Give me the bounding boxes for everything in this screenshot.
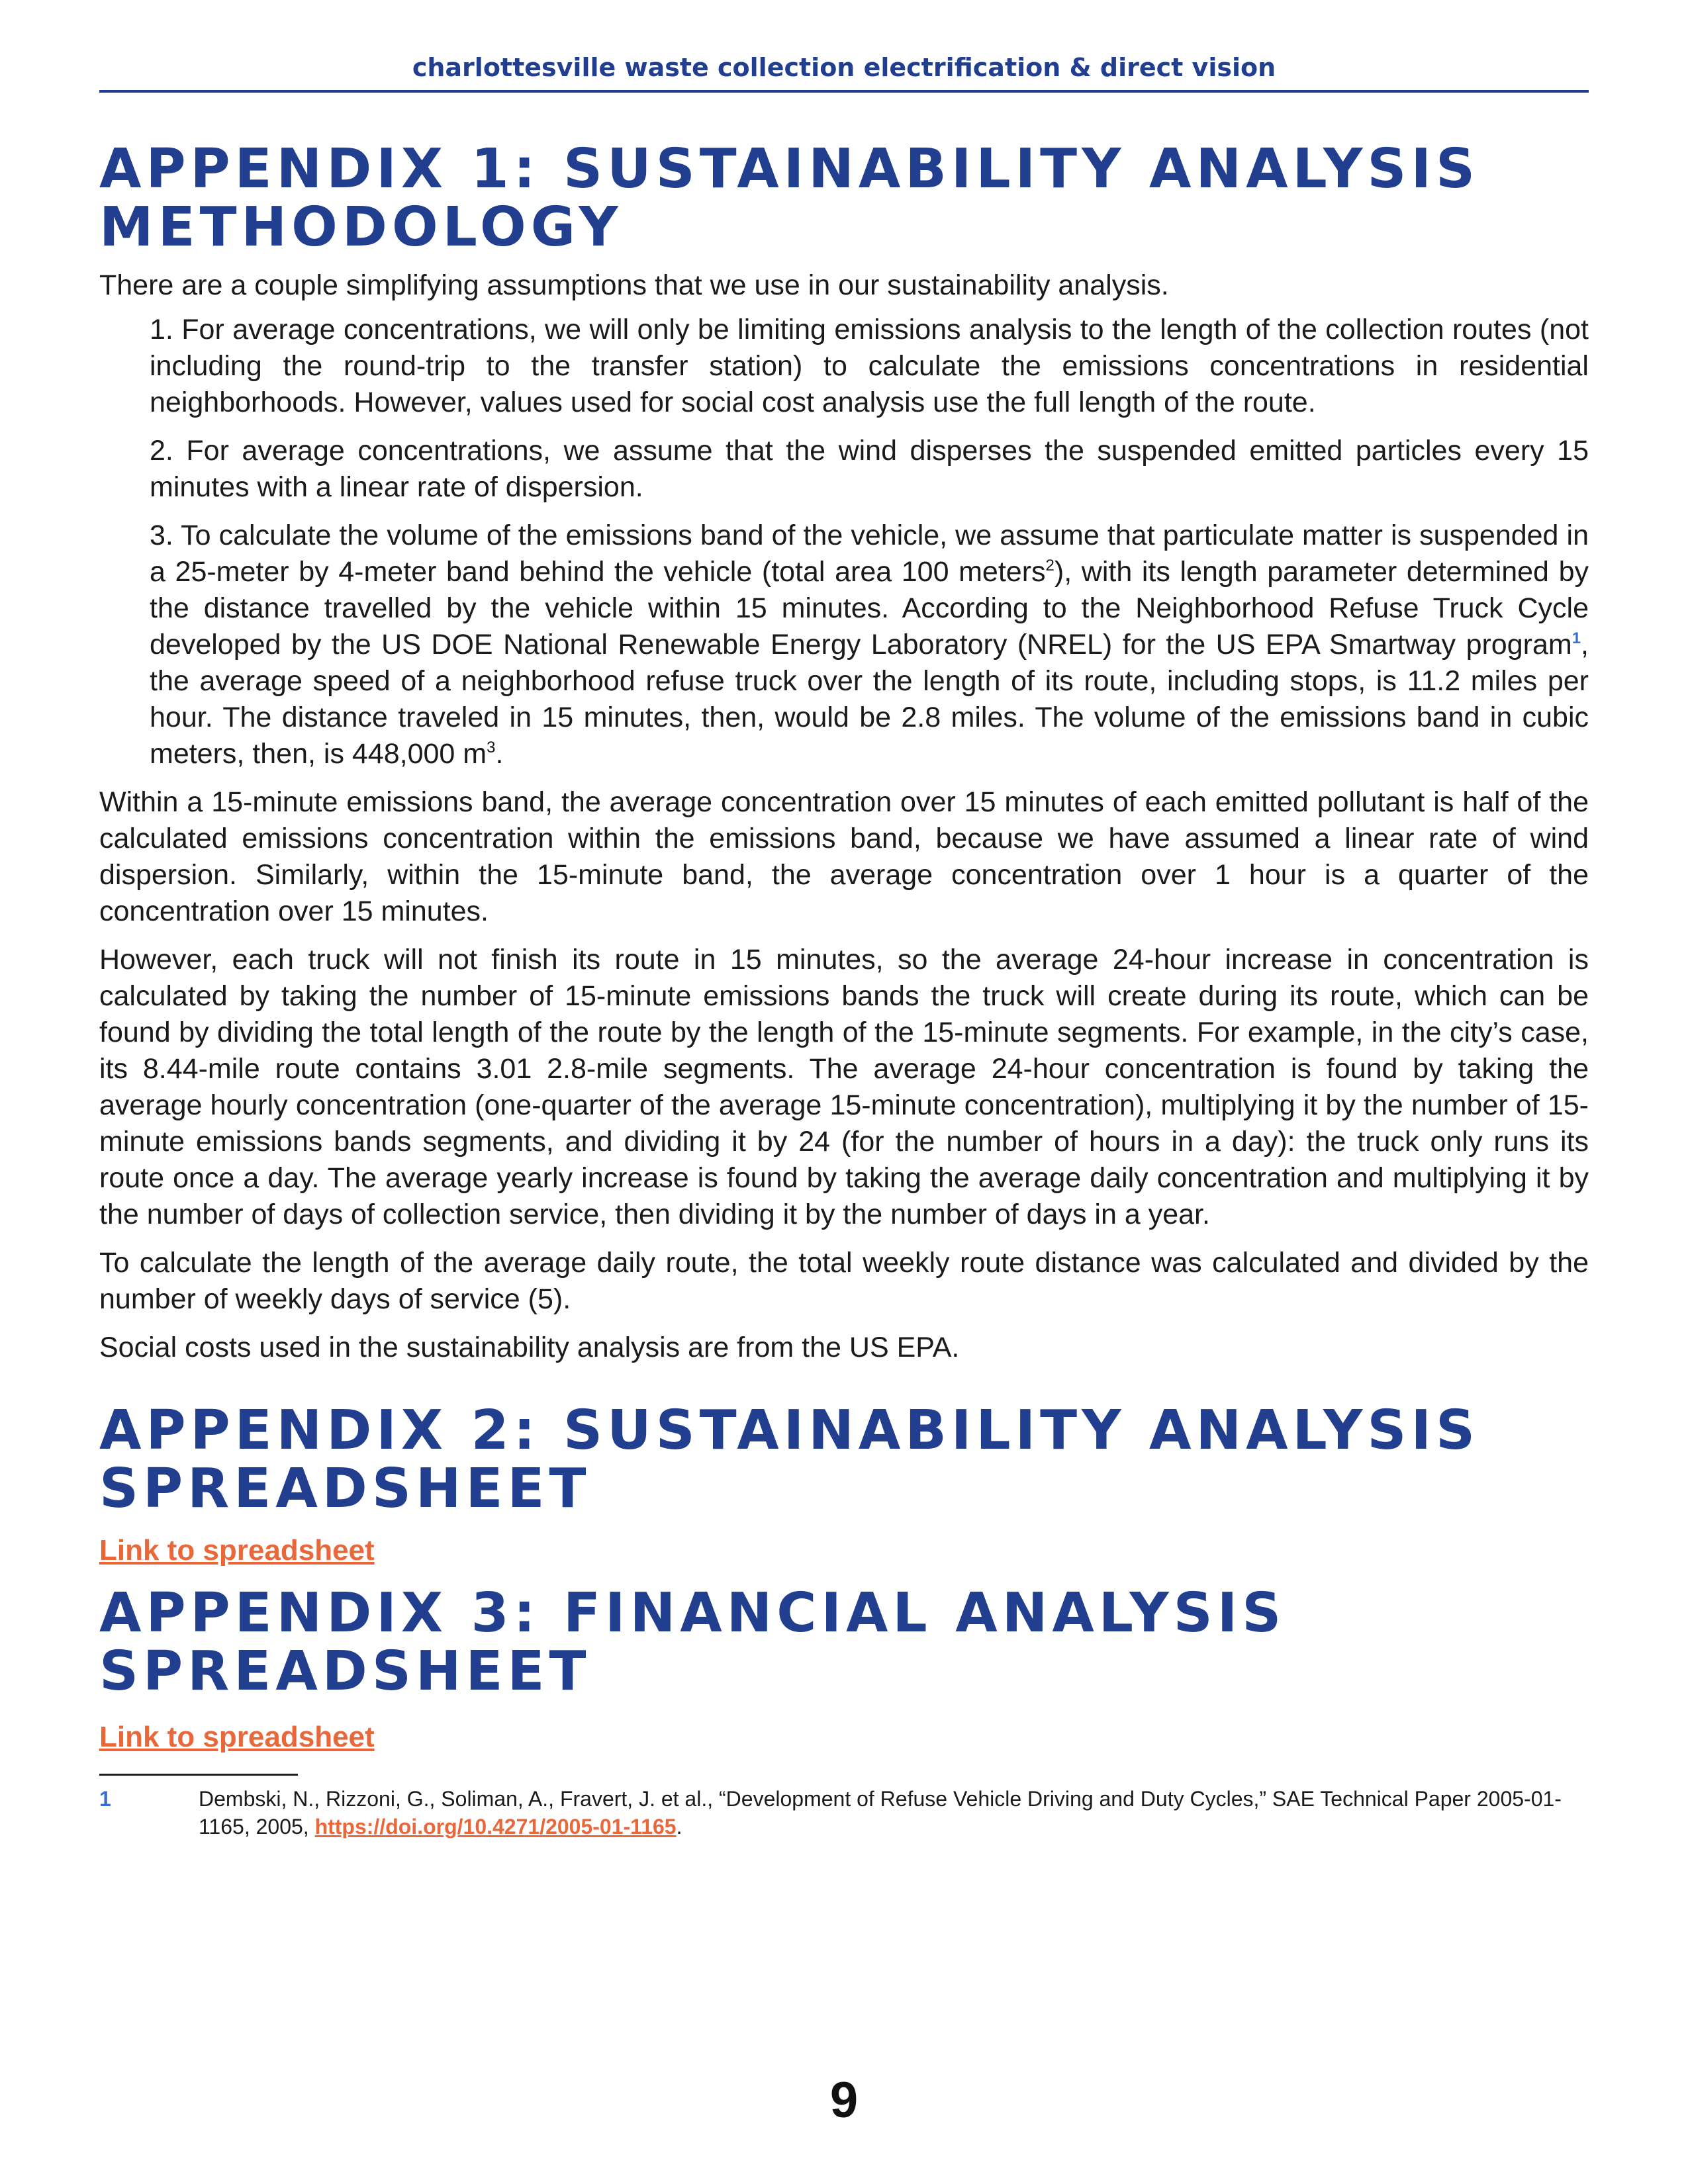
financial-spreadsheet-link[interactable]: Link to spreadsheet — [99, 1721, 375, 1753]
footnote-citation: Dembski, N., Rizzoni, G., Soliman, A., Fravert, J. et al., “Development of Refuse Vehicle Driving and Duty Cycles,” SAE Technical Paper 2005-01-1165, 2005, — [199, 1787, 1562, 1839]
header-rule — [99, 90, 1589, 93]
page-number: 9 — [829, 2072, 859, 2128]
paragraph-daily-route: To calculate the length of the average daily route, the total weekly route distance was calculated and divided by the number of weekly days of service (5). — [99, 1247, 1589, 1315]
superscript-2: 2 — [1045, 557, 1055, 574]
assumptions-list — [99, 312, 1589, 772]
footnote — [99, 1785, 1589, 1841]
assumption-3-text-b: ), with its length parameter determined by the distance travelled by the vehicle within 15 minutes. According to the Neighborhood Refuse Truck Cycle developed by the US DOE National Renewable Energy Laboratory (NREL) for the US EPA Smartway program — [150, 556, 1589, 660]
document-page — [99, 0, 1589, 1841]
paragraph-emissions-band: Within a 15-minute emissions band, the average concentration over 15 minutes of each emitted pollutant is half of the calculated emissions concentration within the emissions band, because we have assumed a linear rate of wind dispersion. Similarly, within the 15-minute band, the average concentration over 1 hour is a quarter of the concentration over 15 minutes. — [99, 786, 1589, 927]
paragraph-24-hour-concentration: However, each truck will not finish its route in 15 minutes, so the average 24-hour increase in concentration is calculated by taking the number of 15-minute emissions bands the truck will create during its route, which can be found by dividing the total length of the route by the length of the 15-minute segments. For example, in the city’s case, its 8.44-mile route contains 3.01 2.8-mile segments. The average 24-hour concentration is found by taking the average hourly concentration (one-quarter of the average 15-minute concentration), multiplying it by the number of 15-minute emissions bands segments, and dividing it by 24 (for the number of hours in a day): the truck only runs its route once a day. The average yearly increase is found by taking the average daily concentration and multiplying it by the number of days of collection service, then dividing it by the number of days in a year. — [99, 944, 1589, 1230]
appendix-2-heading: APPENDIX 2: SUSTAINABILITY ANALYSIS SPREADSHEET — [99, 1399, 1480, 1520]
paragraph-social-costs: Social costs used in the sustainability analysis are from the US EPA. — [99, 1332, 960, 1363]
footnote-text — [199, 1785, 1589, 1841]
footnote-rule — [99, 1774, 298, 1776]
superscript-3: 3 — [487, 739, 496, 756]
footnote-end: . — [676, 1815, 682, 1839]
footnote-reference[interactable]: 1 — [1571, 629, 1581, 647]
footnote-doi-link[interactable]: https://doi.org/10.4271/2005-01-1165 — [314, 1815, 677, 1839]
appendix-3-heading: APPENDIX 3: FINANCIAL ANALYSIS SPREADSHEET — [99, 1582, 1286, 1703]
running-header: charlottesville waste collection electrification & direct vision — [412, 53, 1276, 82]
footnote-number: 1 — [99, 1787, 111, 1811]
appendix-1-heading: APPENDIX 1: SUSTAINABILITY ANALYSIS METHODOLOGY — [99, 138, 1480, 259]
assumption-3-text-a: 3. To calculate the volume of the emissions band of the vehicle, we assume that particulate matter is suspended in a 25-meter by 4-meter band behind the vehicle (total area 100 meters — [150, 520, 1589, 588]
assumption-3-text-c: , the average speed of a neighborhood refuse truck over the length of its route, including stops, is 11.2 miles per hour. The distance traveled in 15 minutes, then, would be 2.8 miles. The volume of the emissions band in cubic meters, then, is 448,000 m — [150, 629, 1589, 770]
assumption-item-2: 2. For average concentrations, we assume that the wind disperses the suspended emitted particles every 15 minutes with a linear rate of dispersion. — [150, 435, 1589, 503]
assumption-3-text-d: . — [495, 738, 504, 770]
assumption-item-1: 1. For average concentrations, we will only be limiting emissions analysis to the length of the collection routes (not including the round-trip to the transfer station) to calculate the emissions concentrations in residential neighborhoods. However, values used for social cost analysis use the full length of the route. — [150, 314, 1589, 418]
assumption-item-3 — [150, 518, 1589, 772]
appendix-1-intro: There are a couple simplifying assumptions that we use in our sustainability analysis. — [99, 269, 1169, 301]
sustainability-spreadsheet-link[interactable]: Link to spreadsheet — [99, 1534, 375, 1567]
